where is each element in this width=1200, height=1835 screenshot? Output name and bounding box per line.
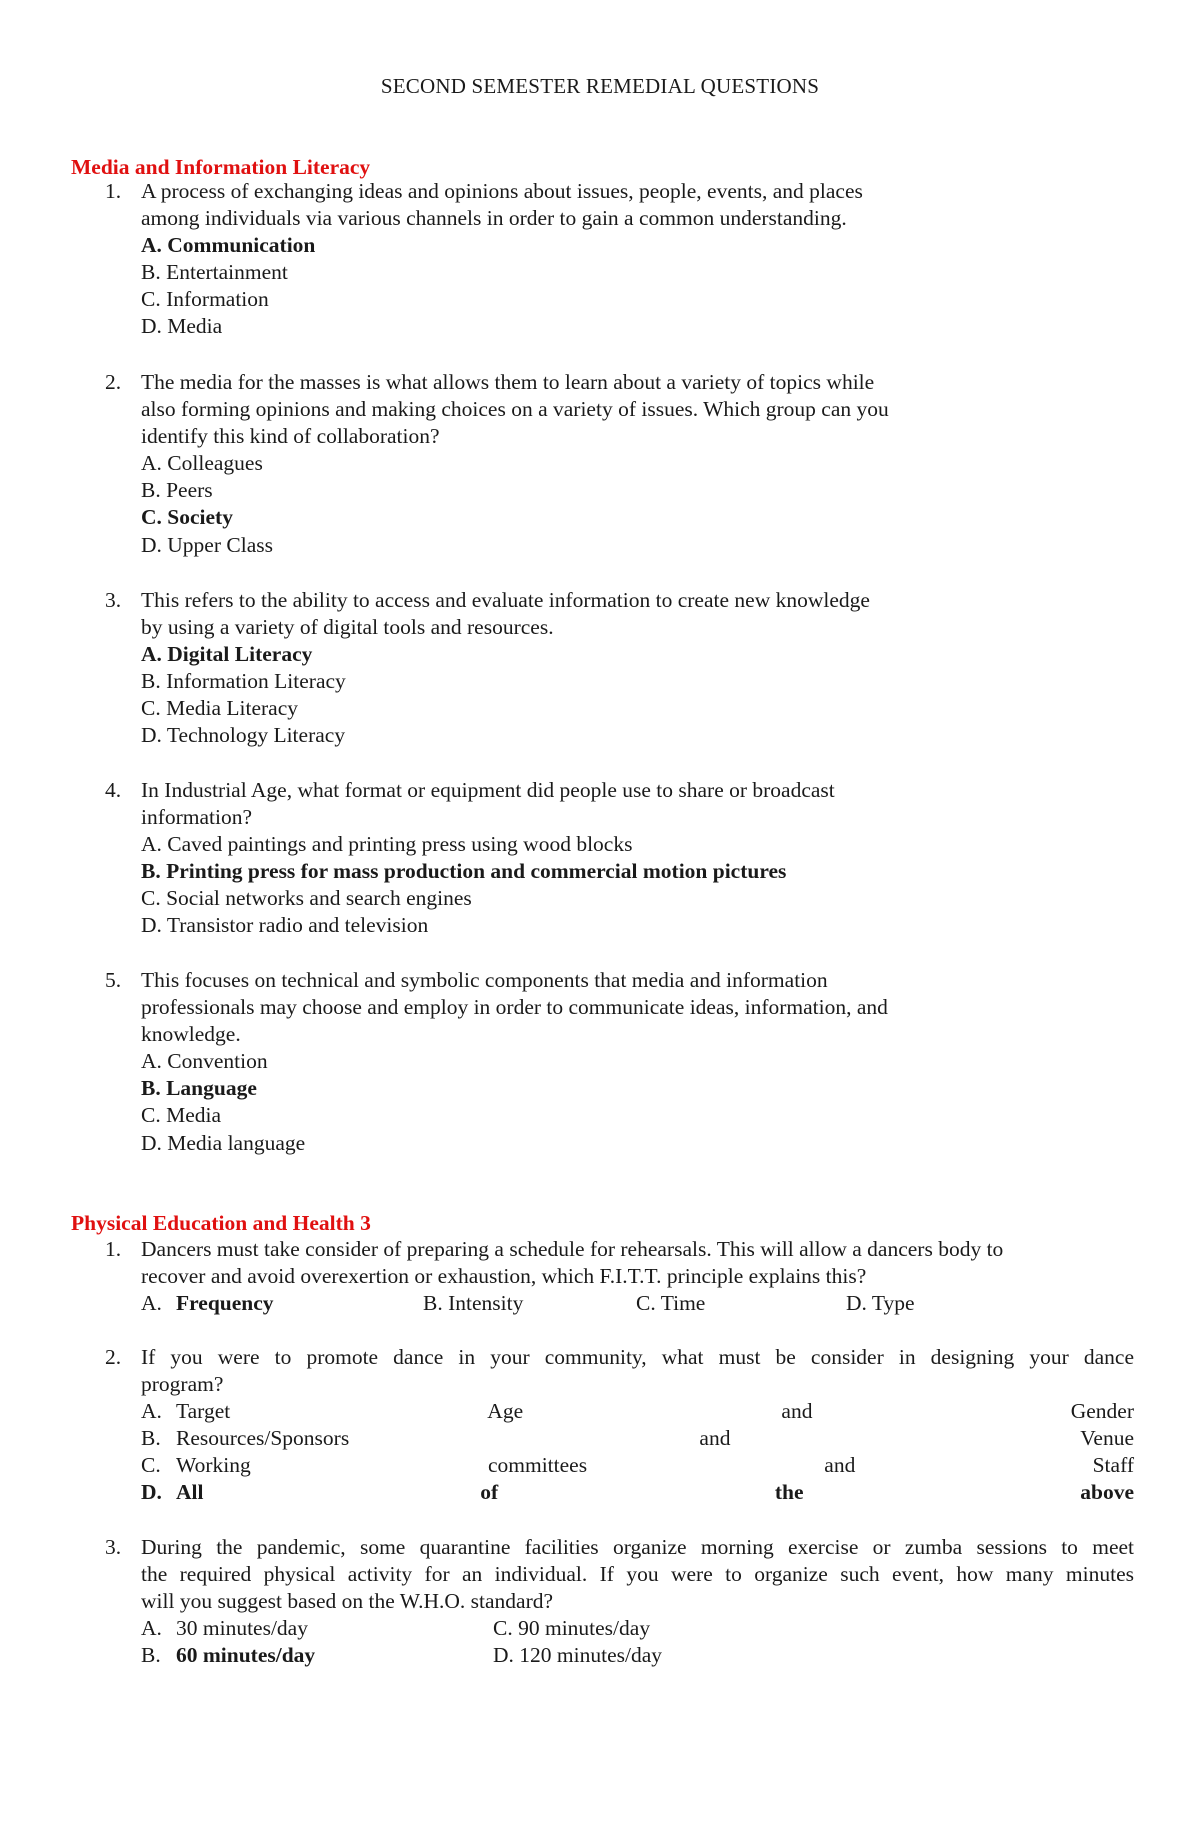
question-number: 2. [105,1345,122,1369]
question-text-line: Dancers must take consider of preparing a schedule for rehearsals. This will allow a dancers body to [141,1237,1004,1261]
option-letter: D. [846,1291,867,1316]
question-text-line: program? [141,1372,224,1397]
option-letter: B. [141,1643,161,1668]
answer-option [493,1615,650,1642]
question-number: 1. [105,179,122,203]
answer-option: D. Technology Literacy [141,723,346,748]
answer-option: B. Information Literacy [141,669,346,694]
question-text-line: by using a variety of digital tools and resources. [141,615,554,640]
answer-option-correct [141,1642,315,1669]
answer-option: A. Convention [141,1049,268,1074]
answer-option [846,1290,915,1317]
question-number: 4. [105,778,122,802]
option-letter: B. [423,1291,443,1316]
question-text-line: professionals may choose and employ in order to communicate ideas, information, and [141,995,888,1020]
option-text: Working committees and Staff [176,1453,1134,1478]
answer-option [141,1398,1134,1425]
question-text-line: identify this kind of collaboration? [141,424,440,449]
section-title-pe: Physical Education and Health 3 [71,1211,371,1235]
answer-option [141,1425,1134,1452]
question-text-line: information? [141,805,253,830]
answer-option: A. Caved paintings and printing press using wood blocks [141,832,633,857]
option-letter: A. [141,1399,162,1424]
question-text-line: This focuses on technical and symbolic components that media and information [141,968,828,992]
question-number: 5. [105,968,122,992]
question-text-line: the required physical activity for an individual. If you were to organize such event, how many minutes [141,1562,1134,1587]
option-text: 120 minutes/day [519,1643,663,1668]
question-text-line: This refers to the ability to access and evaluate information to create new knowledge [141,588,870,612]
option-letter: C. [493,1616,513,1641]
option-letter: B. [141,1426,161,1451]
question-text-line: During the pandemic, some quarantine facilities organize morning exercise or zumba sessions to meet [141,1535,1134,1559]
answer-option: B. Entertainment [141,260,288,285]
answer-option [636,1290,705,1317]
answer-option-correct: A. Digital Literacy [141,642,313,667]
answer-option: C. Social networks and search engines [141,886,472,911]
answer-option [141,1452,1134,1479]
answer-options-row [141,1615,1134,1642]
option-letter: D. [141,1480,162,1505]
answer-option-correct [141,1290,274,1317]
answer-options-row [141,1290,1003,1317]
answer-option-correct: B. Printing press for mass production and commercial motion pictures [141,859,787,884]
section-title-mil: Media and Information Literacy [71,155,371,179]
option-text: Time [660,1291,706,1316]
answer-option-correct: B. Language [141,1076,257,1101]
question-text-line: In Industrial Age, what format or equipment did people use to share or broadcast [141,778,835,802]
answer-option [493,1642,662,1669]
question-text-line: also forming opinions and making choices on a variety of issues. Which group can you [141,397,889,422]
option-letter: C. [141,1453,161,1478]
answer-option: A. Colleagues [141,451,263,476]
option-letter: A. [141,1616,162,1641]
document-title: SECOND SEMESTER REMEDIAL QUESTIONS [380,74,820,98]
answer-option: D. Transistor radio and television [141,913,429,938]
option-text: Type [871,1291,915,1316]
answer-option [423,1290,523,1317]
answer-options-row [141,1642,1134,1669]
question-text-line: recover and avoid overexertion or exhaustion, which F.I.T.T. principle explains this? [141,1264,867,1289]
question-text-line: knowledge. [141,1022,241,1047]
option-text: 60 minutes/day [176,1643,316,1668]
option-text: Resources/Sponsors and Venue [176,1426,1134,1451]
question-text-line: among individuals via various channels in order to gain a common understanding. [141,206,847,231]
answer-option: C. Information [141,287,269,312]
option-text: Frequency [176,1291,274,1316]
answer-option-correct: A. Communication [141,233,316,258]
option-text: Intensity [448,1291,524,1316]
option-letter: C. [636,1291,656,1316]
answer-option: C. Media Literacy [141,696,299,721]
answer-option-correct [141,1479,1134,1506]
question-text-line: The media for the masses is what allows them to learn about a variety of topics while [141,370,875,394]
option-text: All of the above [176,1480,1134,1505]
option-text: 30 minutes/day [176,1616,308,1641]
option-text: Target Age and Gender [176,1399,1134,1424]
answer-option: D. Media language [141,1130,306,1155]
question-text-line: A process of exchanging ideas and opinions about issues, people, events, and places [141,179,863,203]
option-letter: D. [493,1643,514,1668]
option-letter: A. [141,1291,162,1316]
option-text: 90 minutes/day [518,1616,651,1641]
answer-option-correct: C. Society [141,505,233,530]
answer-option [141,1615,308,1642]
question-text-line: will you suggest based on the W.H.O. standard? [141,1589,554,1614]
question-number: 2. [105,370,122,394]
answer-option: D. Upper Class [141,532,273,557]
answer-option: D. Media [141,314,223,339]
question-number: 1. [105,1237,122,1261]
question-number: 3. [105,588,122,612]
answer-option: B. Peers [141,478,213,503]
question-number: 3. [105,1535,122,1559]
question-text-line: If you were to promote dance in your community, what must be consider in designing your dance [141,1345,1134,1369]
answer-option: C. Media [141,1103,222,1128]
